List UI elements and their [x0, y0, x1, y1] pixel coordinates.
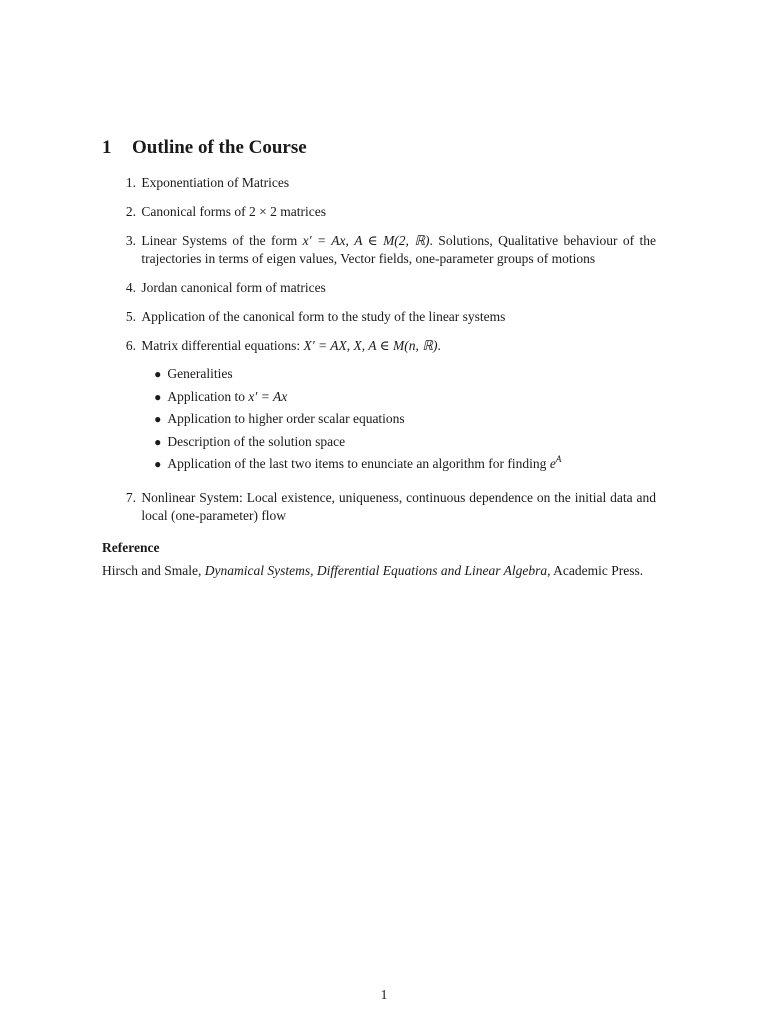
- math-expression: x′ = Ax: [302, 233, 346, 248]
- math-expression: X, A ∈ M(n, ℝ): [353, 338, 438, 353]
- item-number: [102, 337, 136, 478]
- sub-list-item: [137, 433, 656, 451]
- item-text: [136, 308, 656, 326]
- list-item: [102, 232, 656, 268]
- sub-item-text-pre: Application to: [167, 388, 249, 404]
- section-number: 1: [102, 137, 112, 158]
- item-number-text: 2.: [125, 204, 136, 219]
- sub-list-item: [137, 388, 656, 406]
- item-text: [136, 174, 656, 192]
- item-number: [102, 279, 136, 297]
- item-text: [136, 279, 656, 297]
- item-text-post: . Solutions, Qualitative behaviour of the trajectories in terms of eigen values, Vector fields, one-parameter groups of motions: [141, 233, 656, 266]
- item-text: [136, 232, 656, 268]
- bullet-icon: ●: [154, 457, 162, 471]
- bullet-icon: ●: [154, 367, 162, 381]
- sub-item-text: Application to higher order scalar equations: [167, 411, 405, 426]
- item-text-mid: ,: [345, 233, 355, 248]
- item-number: [102, 203, 136, 221]
- reference-title: Dynamical Systems, Differential Equations and Linear Algebra: [204, 562, 548, 578]
- item-number-text: 4.: [125, 280, 136, 295]
- reference-authors: Hirsch and Smale,: [102, 562, 205, 578]
- item-text-content: Application of the canonical form to the study of the linear systems: [141, 309, 506, 324]
- section-title: Outline of the Course: [132, 137, 307, 158]
- sub-item-text: [167, 388, 656, 406]
- item-number-text: 1.: [125, 175, 136, 190]
- page-number: 1: [380, 987, 388, 1002]
- item-text-content: Nonlinear System: Local existence, uniqueness, continuous dependence on the initial data and local (one-parameter) flow: [141, 489, 656, 523]
- bullet-icon: ●: [154, 434, 162, 449]
- sub-item-text: Description of the solution space: [167, 433, 346, 449]
- item-number-text: 6.: [125, 338, 136, 353]
- item-text-pre: Canonical forms of: [141, 204, 249, 219]
- item-text-post: matrices: [276, 204, 326, 219]
- item-number: [102, 489, 136, 525]
- list-item: [102, 337, 656, 478]
- math-expression: X′ = AX: [303, 338, 347, 353]
- item-text-mid: ,: [346, 338, 354, 353]
- item-text-content: Jordan canonical form of matrices: [141, 280, 326, 295]
- reference-heading: Reference: [102, 539, 160, 555]
- item-text-pre: Linear Systems of the form: [141, 233, 303, 248]
- sub-list-item: [137, 455, 656, 473]
- outline-list: [102, 174, 656, 525]
- sub-item-text-pre: Application of the last two items to enunciate an algorithm for finding: [167, 456, 550, 471]
- list-item: [102, 489, 656, 525]
- list-item: [102, 308, 656, 326]
- list-item: [102, 279, 656, 297]
- page-content: [102, 136, 656, 580]
- math-superscript: A: [555, 454, 562, 464]
- item-text: [136, 489, 656, 525]
- item-number: [102, 174, 136, 192]
- item-text-line: [141, 337, 656, 355]
- item-text: [136, 203, 656, 221]
- math-expression: A ∈ M(2, ℝ): [354, 233, 430, 248]
- sub-list-item: [137, 365, 656, 383]
- item-number-text: 7.: [125, 489, 136, 505]
- item-number-text: 5.: [125, 309, 136, 324]
- math-expression: e: [549, 456, 556, 471]
- reference-citation: [102, 562, 656, 580]
- reference-publisher: , Academic Press.: [547, 562, 644, 578]
- section-heading: [102, 136, 656, 160]
- list-item: [102, 203, 656, 221]
- sub-item-text: [167, 455, 656, 473]
- item-text-content: Exponentiation of Matrices: [141, 175, 290, 190]
- sub-item-text: Generalities: [167, 366, 233, 381]
- bullet-icon: ●: [154, 412, 162, 426]
- item-text: [136, 337, 656, 478]
- sub-list: [137, 365, 656, 473]
- item-number-text: 3.: [125, 233, 136, 248]
- math-expression: 2 × 2: [249, 204, 277, 219]
- item-text-post: .: [437, 338, 441, 353]
- list-item: [102, 174, 656, 192]
- sub-list-item: [137, 410, 656, 428]
- item-number: [102, 232, 136, 268]
- item-number: [102, 308, 136, 326]
- bullet-icon: ●: [154, 389, 162, 404]
- item-text-pre: Matrix differential equations:: [141, 338, 304, 353]
- math-expression: x′ = Ax: [248, 388, 288, 404]
